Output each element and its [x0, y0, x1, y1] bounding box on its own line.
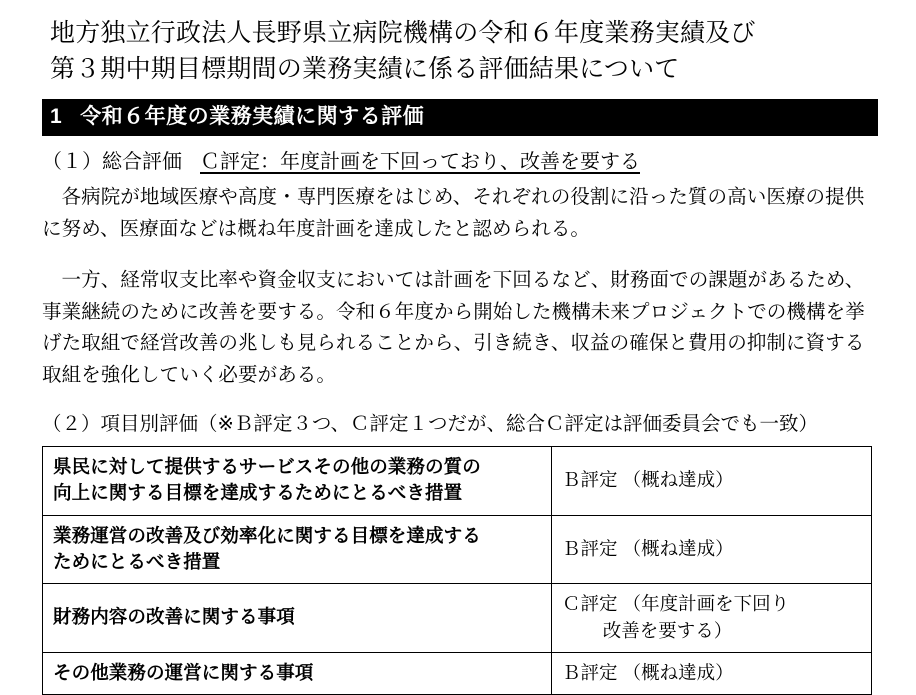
table-cell-rating [552, 652, 872, 694]
rating-text-line-1: Ｂ評定 （概ね達成） [562, 537, 734, 559]
section-number: 1 [50, 105, 63, 128]
item-evaluation-table [42, 446, 872, 695]
item-evaluation-heading: （２）項目別評価（※Ｂ評定３つ、Ｃ評定１つだが、総合Ｃ評定は評価委員会でも一致） [42, 412, 819, 435]
item-text-line-2: ためにとるべき措置 [53, 551, 221, 572]
table-cell-rating [552, 584, 872, 653]
item-text-line-1: 業務運営の改善及び効率化に関する目標を達成する [53, 524, 481, 546]
section-heading-text: 令和６年度の業務実績に関する評価 [80, 105, 425, 128]
item-text-line-1: 財務内容の改善に関する事項 [53, 606, 295, 628]
table-cell-item [43, 447, 552, 516]
item-text-line-1: 県民に対して提供するサービスその他の業務の質の [53, 456, 481, 478]
table-cell-rating [552, 515, 872, 584]
page-title [50, 16, 878, 87]
rating-text-line-1: Ｃ評定 （年度計画を下回り [562, 593, 790, 615]
item-text-line-2: 向上に関する目標を達成するためにとるべき措置 [53, 482, 463, 504]
page-title-line-2: 第３期中期目標期間の業務実績に係る評価結果について [50, 54, 680, 83]
table-cell-item [43, 652, 552, 694]
table-row [43, 584, 872, 653]
table-row [43, 515, 872, 584]
table-cell-rating [552, 447, 872, 516]
page-title-line-1: 地方独立行政法人長野県立病院機構の令和６年度業務実績及び [50, 19, 756, 47]
table-cell-item [43, 584, 552, 653]
overall-evaluation-result: Ｃ評定：年度計画を下回っており、改善を要する [200, 151, 640, 174]
overall-evaluation-paragraph-2: 一方、経常収支比率や資金収支においては計画を下回るなど、財務面での課題があるため、事業継続のために改善を要する。令和６年度から開始した機構未来プロジェクトでの機構を挙げた取組で経営改善の兆しも見られることから、引き続き、収益の確保と費用の抑制に資する取組を強化していく必要がある。 [42, 269, 865, 386]
overall-evaluation-heading [42, 148, 878, 176]
table-row [43, 447, 872, 516]
overall-evaluation-paragraph-1: 各病院が地域医療や高度・専門医療をはじめ、それぞれの役割に沿った質の高い医療の提供に努め、医療面などは概ね年度計画を達成したと認められる。 [42, 186, 865, 241]
overall-evaluation-label: （１）総合評価 [42, 151, 182, 174]
item-text-line-1: その他業務の運営に関する事項 [53, 661, 314, 683]
section-heading-bar [42, 99, 878, 136]
table-row [43, 652, 872, 694]
table-cell-item [43, 515, 552, 584]
rating-text-line-1: Ｂ評定 （概ね達成） [562, 661, 734, 683]
rating-text-line-2: 改善を要する） [602, 619, 733, 641]
rating-text-line-1: Ｂ評定 （概ね達成） [562, 469, 734, 491]
